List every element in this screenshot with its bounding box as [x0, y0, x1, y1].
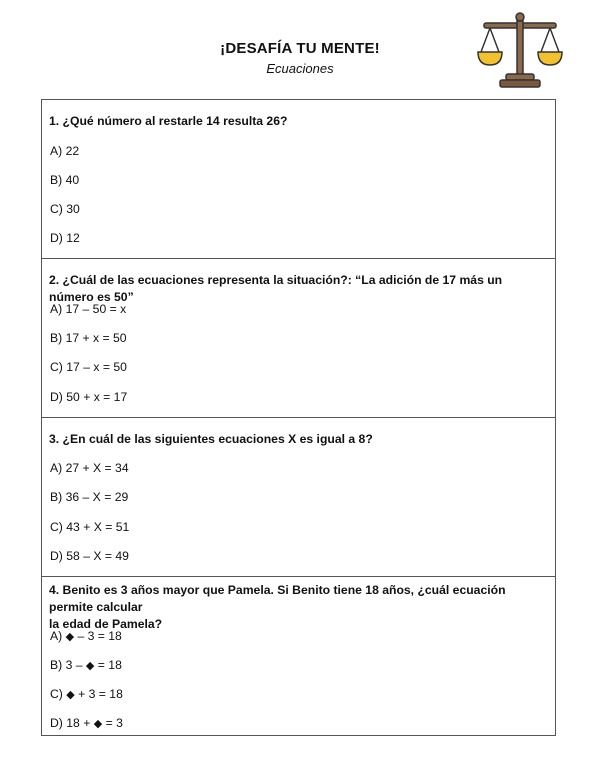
option-suffix: + 3 = 18: [78, 687, 123, 701]
question-2-option-d[interactable]: D) 50 + x = 17: [50, 390, 128, 404]
question-1-option-c[interactable]: C) 30: [50, 202, 80, 216]
question-1-text: 1. ¿Qué número al restarle 14 resulta 26?: [49, 114, 288, 128]
question-1-option-a[interactable]: A) 22: [50, 144, 80, 158]
question-2-option-a[interactable]: A) 17 – 50 = x: [50, 302, 127, 316]
question-4-option-b[interactable]: [50, 657, 122, 674]
question-4-option-a[interactable]: [50, 628, 122, 645]
question-4-text-line2: la edad de Pamela?: [49, 617, 163, 631]
question-3-option-c[interactable]: C) 43 + X = 51: [50, 520, 130, 534]
question-1-option-b[interactable]: B) 40: [50, 173, 80, 187]
question-3-option-b[interactable]: B) 36 – X = 29: [50, 490, 129, 504]
divider: [42, 576, 555, 577]
question-2-text: 2. ¿Cuál de las ecuaciones representa la situación?: “La adición de 17 más un número es 50”: [49, 273, 503, 304]
question-4-text-line1: 4. Benito es 3 años mayor que Pamela. Si Benito tiene 18 años, ¿cuál ecuación permite calcular: [49, 583, 506, 614]
divider: [42, 417, 555, 418]
divider: [42, 258, 555, 259]
balance-scale-icon: [476, 10, 564, 90]
option-prefix: C): [50, 687, 63, 701]
question-3-option-d[interactable]: D) 58 – X = 49: [50, 549, 129, 563]
option-suffix: – 3 = 18: [77, 629, 122, 643]
question-4-option-d[interactable]: [50, 715, 123, 732]
question-1-option-d[interactable]: D) 12: [50, 231, 80, 245]
question-2-option-b[interactable]: B) 17 + x = 50: [50, 331, 127, 345]
option-suffix: = 3: [105, 716, 123, 730]
diamond-icon: ◆: [93, 718, 103, 730]
questions-box: [41, 99, 556, 736]
option-prefix: A): [50, 629, 63, 643]
diamond-icon: ◆: [66, 689, 75, 701]
option-prefix: B) 3 –: [50, 658, 83, 672]
question-3-text: 3. ¿En cuál de las siguientes ecuaciones X es igual a 8?: [49, 432, 373, 446]
question-4-text: [49, 582, 548, 633]
page-subtitle: Ecuaciones: [266, 61, 334, 76]
diamond-icon: ◆: [85, 660, 95, 672]
question-4-option-c[interactable]: [50, 686, 123, 703]
option-prefix: D) 18 +: [50, 716, 91, 730]
page-title: ¡DESAFÍA TU MENTE!: [220, 40, 380, 57]
question-2-option-c[interactable]: C) 17 – x = 50: [50, 360, 127, 374]
question-3-option-a[interactable]: A) 27 + X = 34: [50, 461, 129, 475]
option-suffix: = 18: [97, 658, 122, 672]
diamond-icon: ◆: [65, 631, 75, 643]
